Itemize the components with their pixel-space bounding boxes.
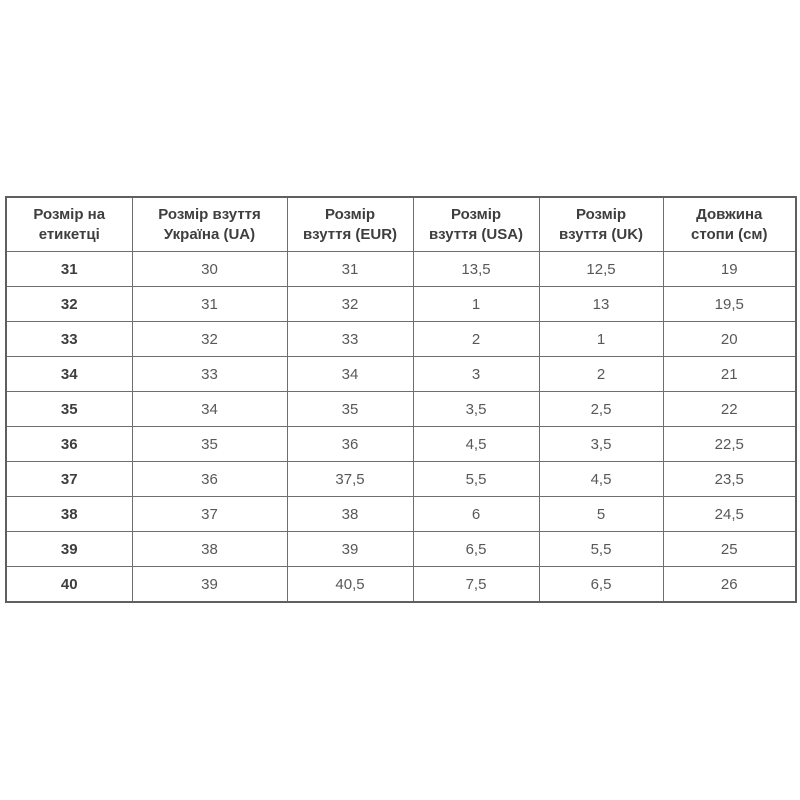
- table-row: [6, 252, 796, 287]
- foot-length-cell: 22,5: [663, 427, 796, 462]
- uk-size-cell: 2,5: [539, 392, 663, 427]
- ua-size-cell: 34: [132, 392, 287, 427]
- usa-size-cell: 6: [413, 497, 539, 532]
- table-row: [6, 287, 796, 322]
- foot-length-cell: 26: [663, 567, 796, 603]
- header-line: Розмір: [324, 205, 376, 223]
- table-row: [6, 532, 796, 567]
- foot-length-cell: 23,5: [663, 462, 796, 497]
- ua-size-cell: 35: [132, 427, 287, 462]
- label-size-cell: 37: [6, 462, 132, 497]
- header-line: Розмір на: [33, 205, 106, 223]
- usa-size-cell: 5,5: [413, 462, 539, 497]
- uk-size-cell: 4,5: [539, 462, 663, 497]
- header-line: Україна (UA): [163, 225, 256, 243]
- header-line: стопи (см): [690, 225, 768, 243]
- label-size-cell: 34: [6, 357, 132, 392]
- header-row: [6, 197, 796, 252]
- header-ua-size: [132, 197, 287, 252]
- ua-size-cell: 33: [132, 357, 287, 392]
- table-row: [6, 427, 796, 462]
- label-size-cell: 33: [6, 322, 132, 357]
- usa-size-cell: 13,5: [413, 252, 539, 287]
- label-size-cell: 38: [6, 497, 132, 532]
- header-label-size: [6, 197, 132, 252]
- foot-length-cell: 20: [663, 322, 796, 357]
- ua-size-cell: 32: [132, 322, 287, 357]
- ua-size-cell: 39: [132, 567, 287, 603]
- usa-size-cell: 6,5: [413, 532, 539, 567]
- foot-length-cell: 21: [663, 357, 796, 392]
- header-line: Розмір взуття: [158, 205, 261, 223]
- eur-size-cell: 37,5: [287, 462, 413, 497]
- ua-size-cell: 31: [132, 287, 287, 322]
- uk-size-cell: 5: [539, 497, 663, 532]
- usa-size-cell: 4,5: [413, 427, 539, 462]
- label-size-cell: 35: [6, 392, 132, 427]
- foot-length-cell: 19: [663, 252, 796, 287]
- uk-size-cell: 6,5: [539, 567, 663, 603]
- eur-size-cell: 36: [287, 427, 413, 462]
- label-size-cell: 39: [6, 532, 132, 567]
- uk-size-cell: 5,5: [539, 532, 663, 567]
- usa-size-cell: 1: [413, 287, 539, 322]
- eur-size-cell: 39: [287, 532, 413, 567]
- table-body: [6, 252, 796, 603]
- usa-size-cell: 7,5: [413, 567, 539, 603]
- foot-length-cell: 22: [663, 392, 796, 427]
- table-row: [6, 462, 796, 497]
- foot-length-cell: 25: [663, 532, 796, 567]
- table-row: [6, 567, 796, 603]
- usa-size-cell: 3,5: [413, 392, 539, 427]
- ua-size-cell: 30: [132, 252, 287, 287]
- ua-size-cell: 37: [132, 497, 287, 532]
- header-line: Розмір: [575, 205, 627, 223]
- eur-size-cell: 34: [287, 357, 413, 392]
- uk-size-cell: 3,5: [539, 427, 663, 462]
- eur-size-cell: 35: [287, 392, 413, 427]
- label-size-cell: 40: [6, 567, 132, 603]
- header-uk-size: [539, 197, 663, 252]
- usa-size-cell: 3: [413, 357, 539, 392]
- table-row: [6, 497, 796, 532]
- header-line: взуття (EUR): [302, 225, 398, 243]
- header-line: взуття (UK): [558, 225, 644, 243]
- uk-size-cell: 2: [539, 357, 663, 392]
- eur-size-cell: 31: [287, 252, 413, 287]
- eur-size-cell: 32: [287, 287, 413, 322]
- header-line: Довжина: [696, 205, 763, 223]
- label-size-cell: 31: [6, 252, 132, 287]
- foot-length-cell: 19,5: [663, 287, 796, 322]
- header-eur-size: [287, 197, 413, 252]
- label-size-cell: 32: [6, 287, 132, 322]
- usa-size-cell: 2: [413, 322, 539, 357]
- eur-size-cell: 33: [287, 322, 413, 357]
- uk-size-cell: 12,5: [539, 252, 663, 287]
- uk-size-cell: 13: [539, 287, 663, 322]
- foot-length-cell: 24,5: [663, 497, 796, 532]
- header-usa-size: [413, 197, 539, 252]
- uk-size-cell: 1: [539, 322, 663, 357]
- header-line: Розмір: [450, 205, 502, 223]
- eur-size-cell: 38: [287, 497, 413, 532]
- table-row: [6, 357, 796, 392]
- header-line: взуття (USA): [428, 225, 524, 243]
- eur-size-cell: 40,5: [287, 567, 413, 603]
- table-header: [6, 197, 796, 252]
- ua-size-cell: 38: [132, 532, 287, 567]
- label-size-cell: 36: [6, 427, 132, 462]
- shoe-size-conversion-table: [5, 196, 797, 603]
- table-row: [6, 322, 796, 357]
- table-row: [6, 392, 796, 427]
- ua-size-cell: 36: [132, 462, 287, 497]
- header-foot-length: [663, 197, 796, 252]
- header-line: етикетці: [38, 225, 100, 243]
